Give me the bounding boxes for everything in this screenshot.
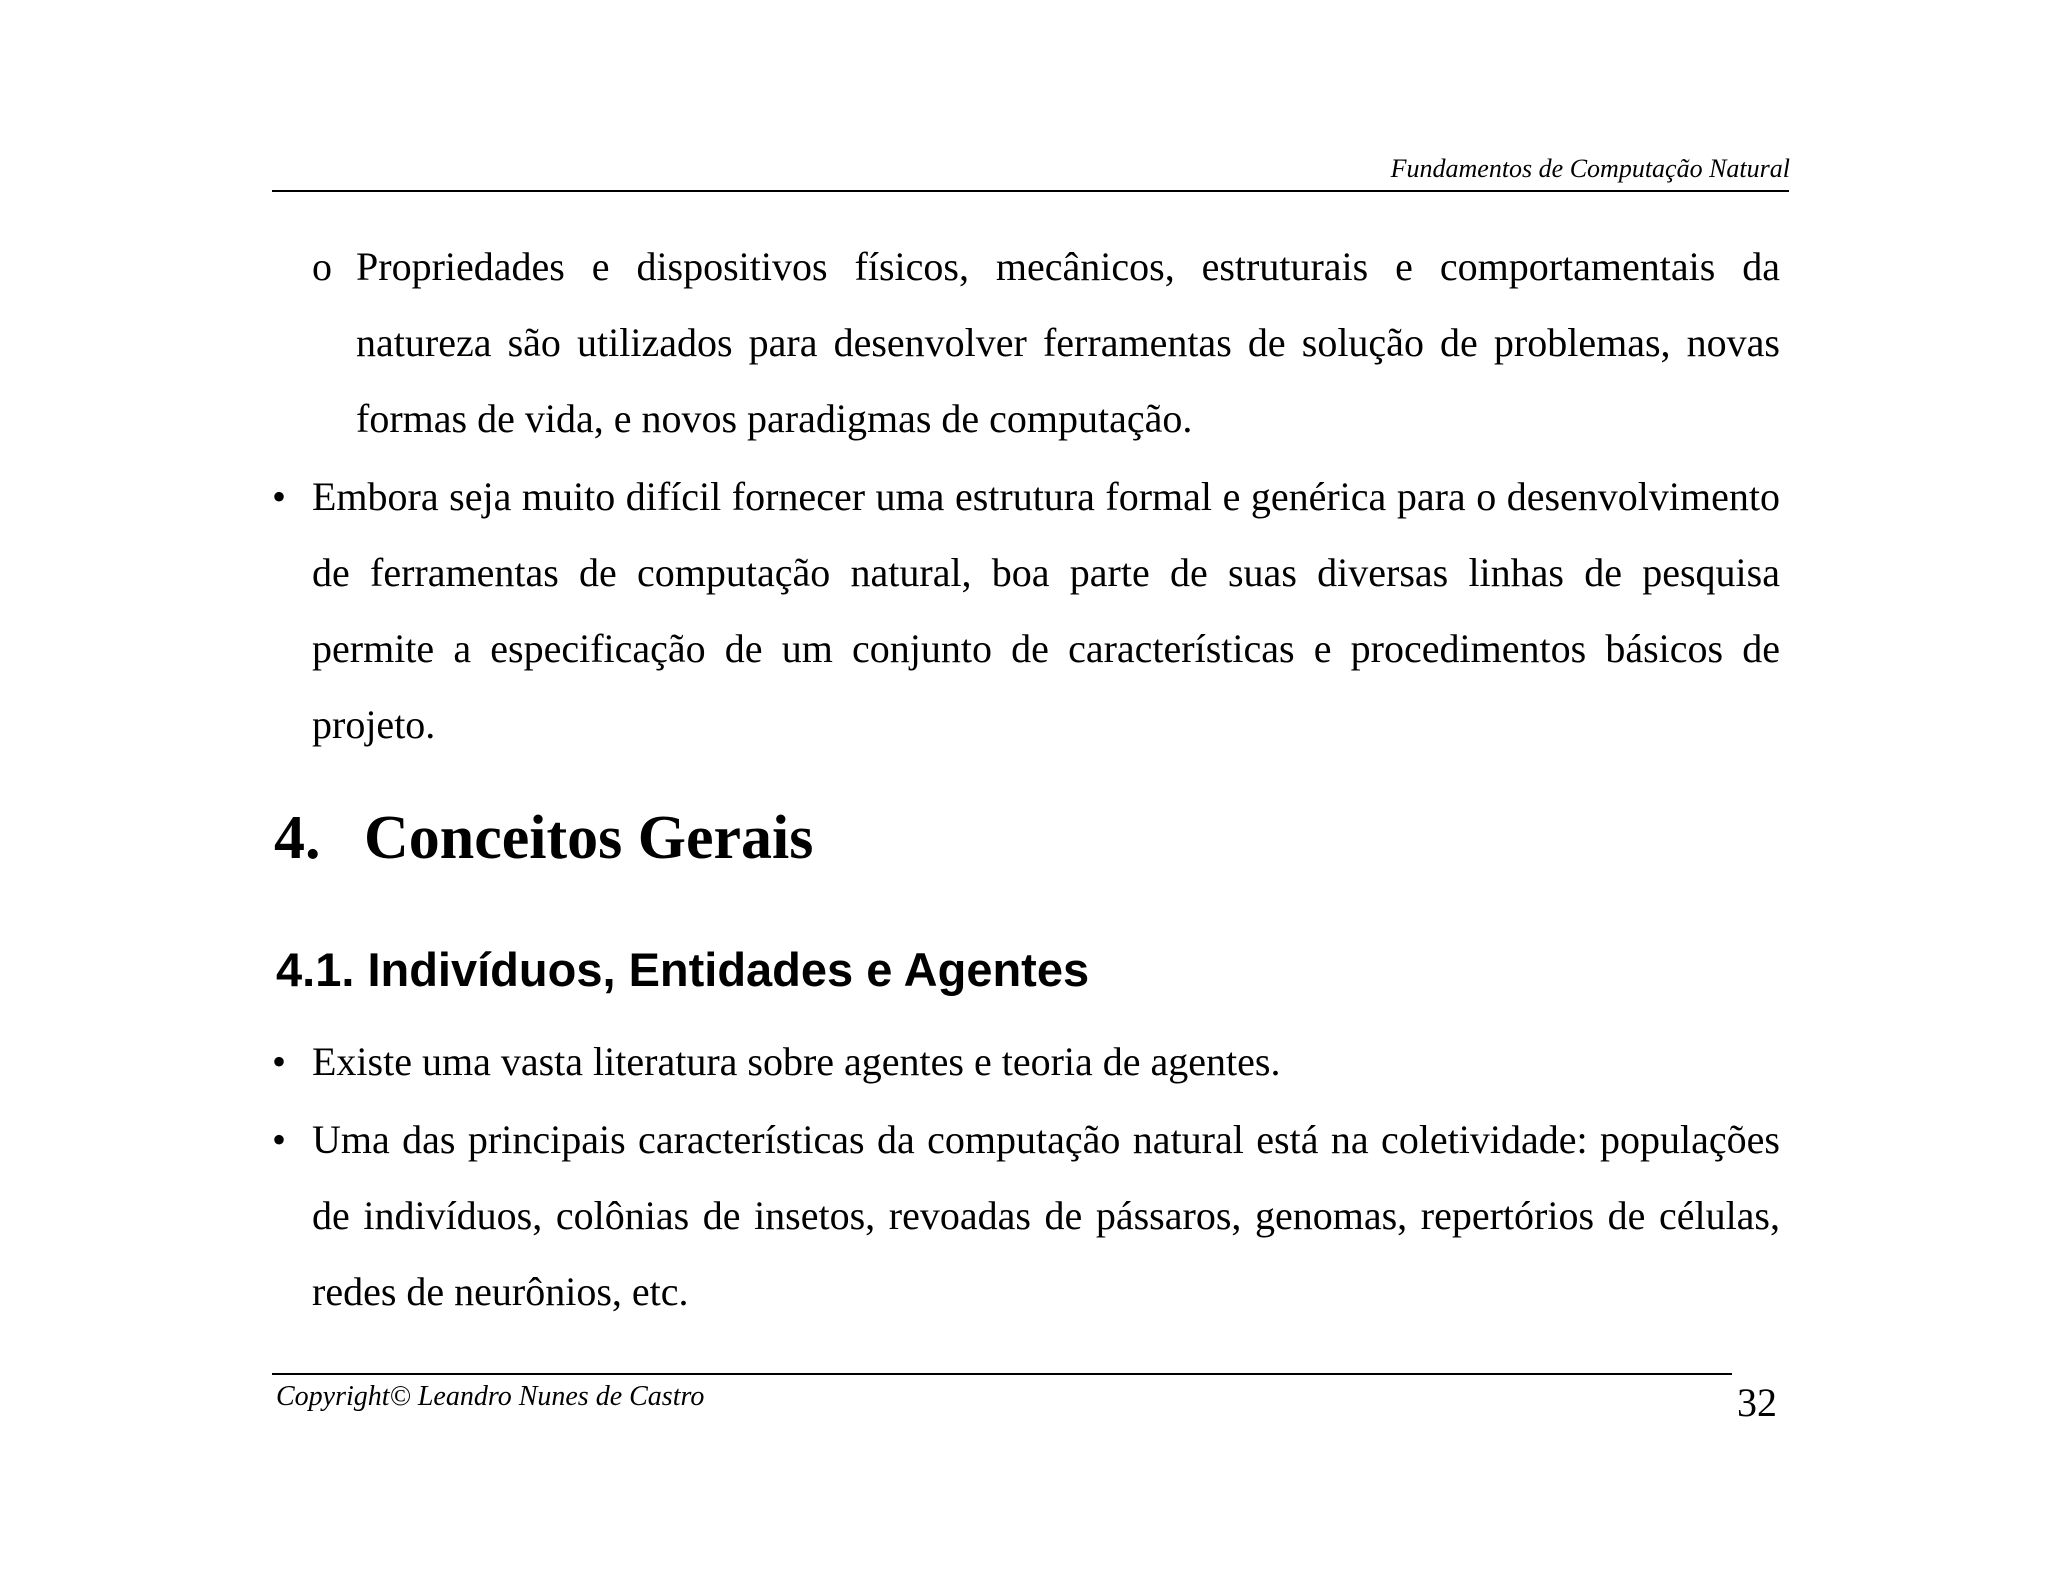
sub-bullet-marker: o [312, 244, 332, 289]
footer-rule [272, 1373, 1732, 1375]
bullet-text: Embora seja muito difícil fornecer uma estrutura formal e genérica para o desenvolvimento de ferramentas de computação natural, boa parte de suas diversas linhas de pesquisa permite a especificação de um conjunto de características e procedimentos básicos de projeto. [312, 474, 1780, 747]
sub-bullet-paragraph [356, 229, 1780, 457]
bullet-text: Existe uma vasta literatura sobre agentes e teoria de agentes. [312, 1039, 1281, 1084]
bullet-paragraph-3 [312, 1102, 1780, 1330]
copyright-notice: Copyright© Leandro Nunes de Castro [276, 1381, 705, 1412]
section-number: 4. [274, 804, 321, 872]
bullet-marker: • [272, 474, 287, 519]
subsection-heading: 4.1. Indivíduos, Entidades e Agentes [276, 943, 1090, 996]
bullet-paragraph-2 [312, 1024, 1780, 1100]
sub-bullet-text: Propriedades e dispositivos físicos, mecânicos, estruturais e comportamentais da natureza são utilizados para desenvolver ferramentas de solução de problemas, novas formas de vida, e novos paradigmas de computação. [356, 244, 1780, 441]
section-heading [274, 800, 813, 876]
section-title: Conceitos Gerais [364, 804, 814, 872]
header-rule [272, 190, 1789, 192]
bullet-text: Uma das principais características da computação natural está na coletividade: populações de indivíduos, colônias de insetos, revoadas de pássaros, genomas, repertórios de células, redes de neurônios, etc. [312, 1117, 1780, 1314]
running-header-title: Fundamentos de Computação Natural [1390, 154, 1790, 183]
bullet-marker: • [272, 1039, 287, 1084]
bullet-marker: • [272, 1117, 287, 1162]
bullet-paragraph-1 [312, 459, 1780, 763]
page-number: 32 [1737, 1380, 1777, 1425]
